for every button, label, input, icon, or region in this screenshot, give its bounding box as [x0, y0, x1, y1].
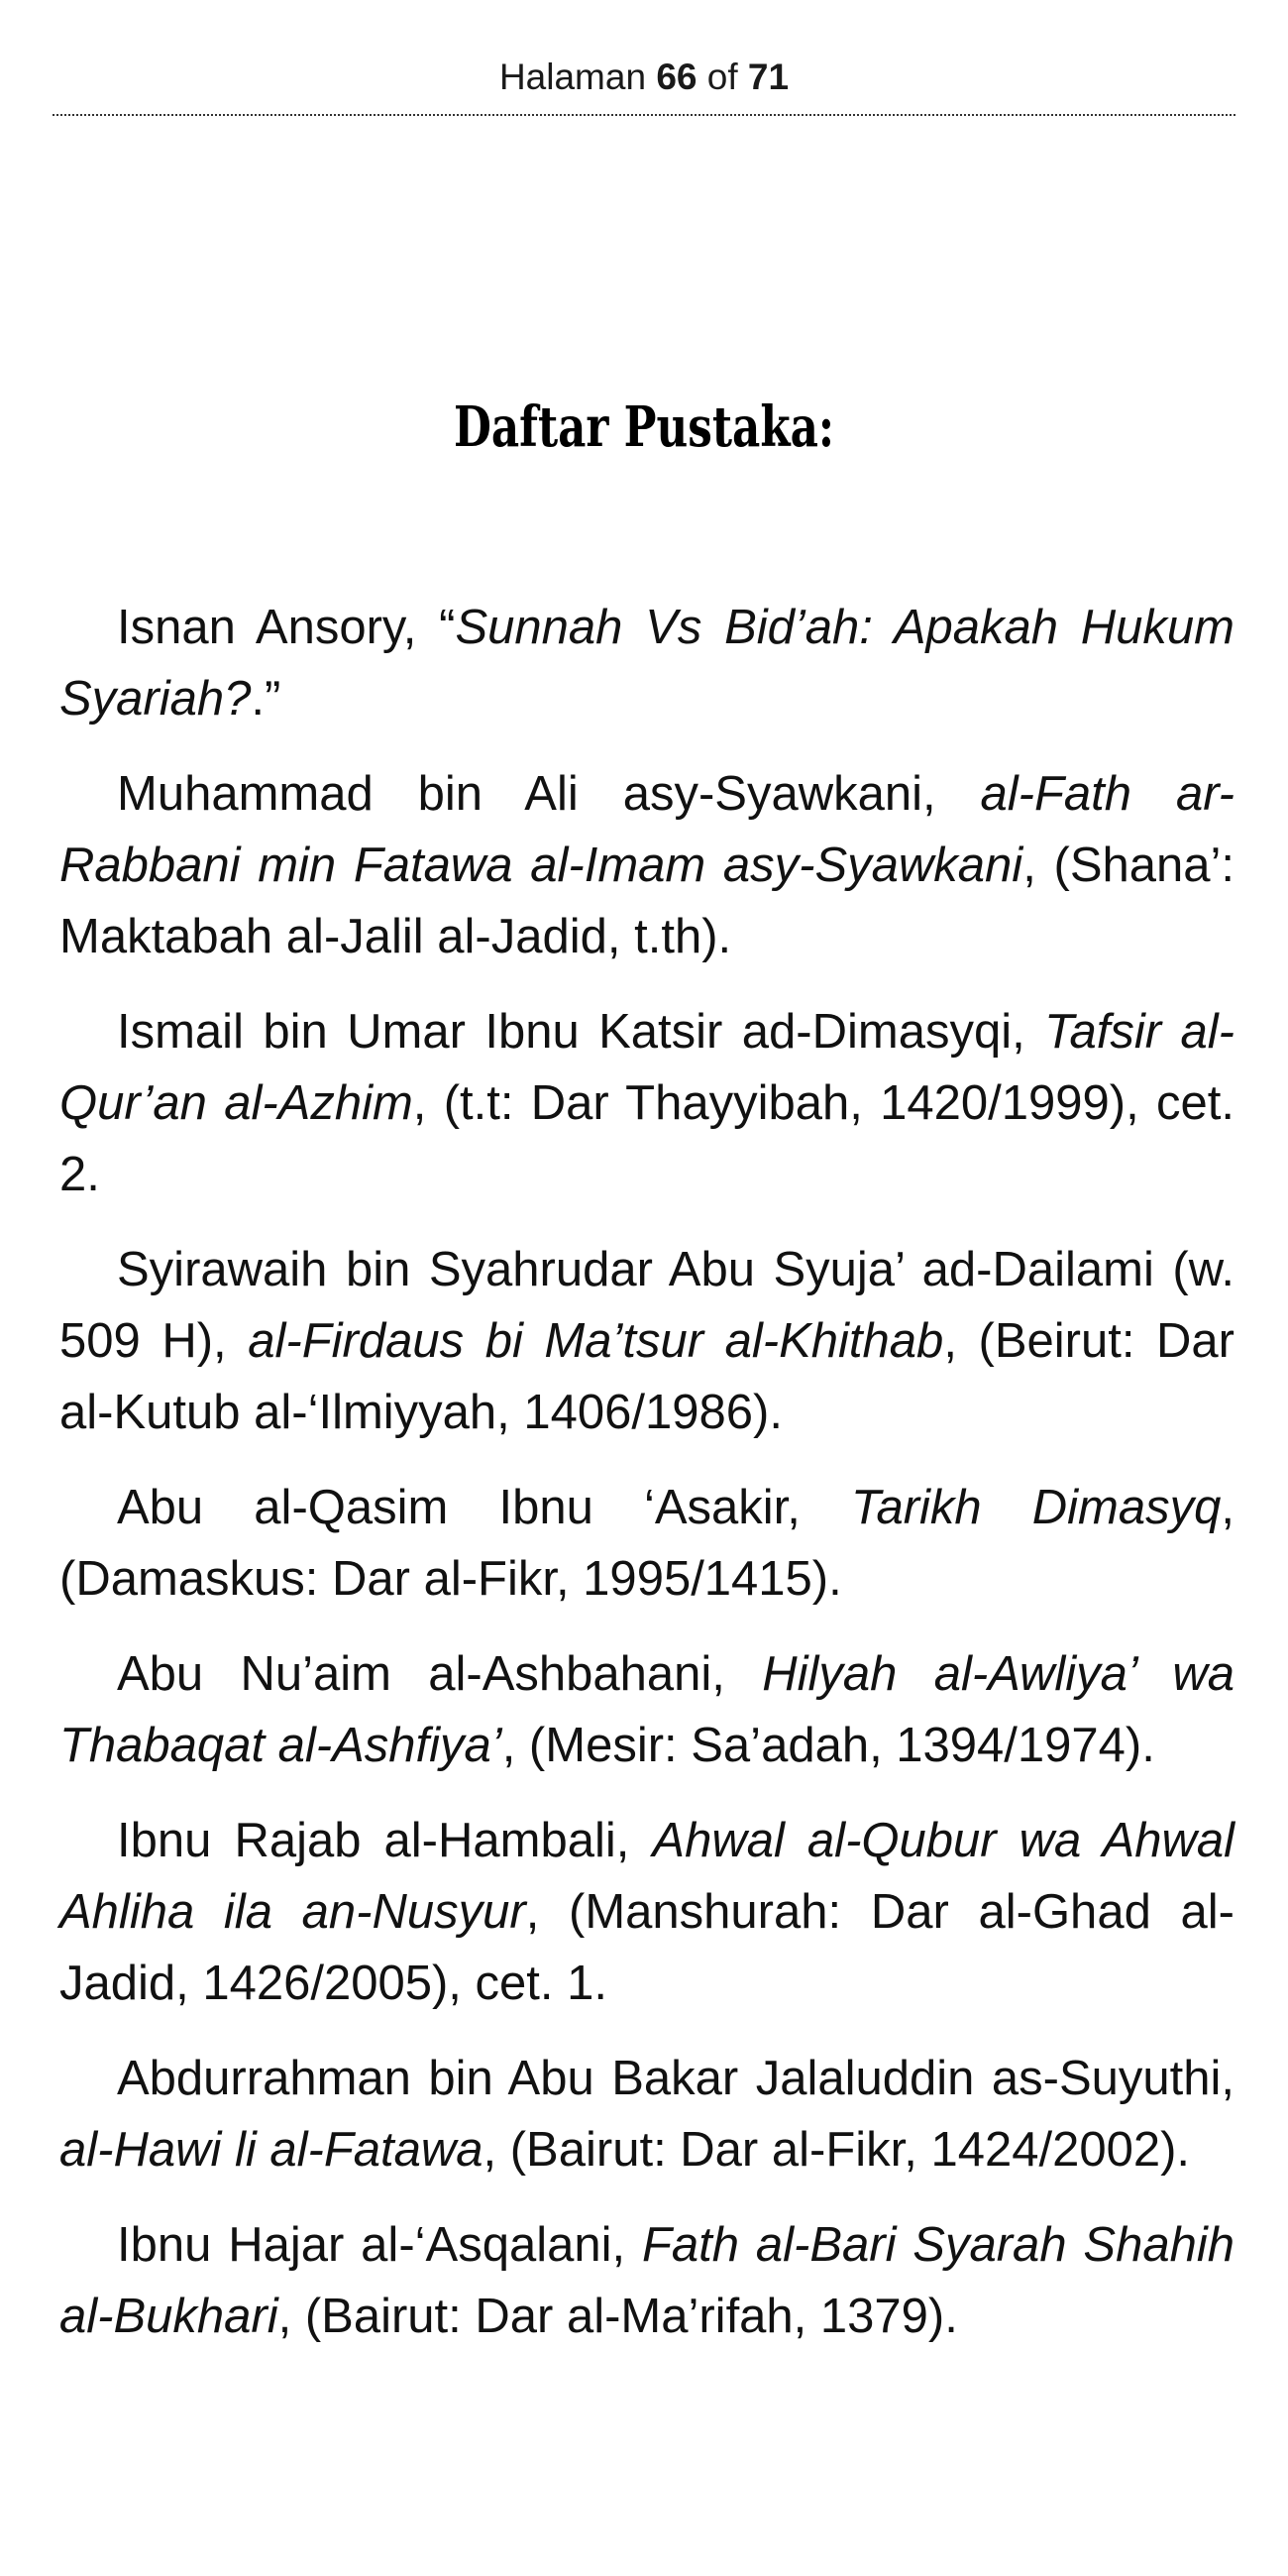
work-title: Tarikh Dimasyq: [851, 1481, 1222, 1534]
work-title: al-Firdaus bi Ma’tsur al-Khithab: [248, 1314, 944, 1368]
work-title: Ahwal al-Qubur wa Ahwal Ahliha ila an-Nusyur: [59, 1814, 1234, 1939]
work-title: Fath al-Bari Syarah Shahih al-Bukhari: [59, 2218, 1234, 2343]
reference-entry: Ibnu Hajar al-‘Asqalani, Fath al-Bari Syarah Shahih al-Bukhari, (Bairut: Dar al-Ma’rifah, 1379).: [59, 2218, 1234, 2343]
reference-entry: Isnan Ansory, “Sunnah Vs Bid’ah: Apakah Hukum Syariah?.”: [59, 601, 1234, 726]
reference-entry: Abu al-Qasim Ibnu ‘Asakir, Tarikh Dimasyq, (Damaskus: Dar al-Fikr, 1995/1415).: [59, 1481, 1234, 1606]
work-title: Hilyah al-Awliya’ wa Thabaqat al-Ashfiya’: [59, 1647, 1234, 1772]
header-divider: [53, 114, 1235, 116]
total-pages-number: 71: [747, 56, 790, 97]
reference-entry: Ismail bin Umar Ibnu Katsir ad-Dimasyqi, Tafsir al-Qur’an al-Azhim, (t.t: Dar Thayyibah, 1420/1999), cet. 2.: [59, 1005, 1234, 1201]
work-title: al-Fath ar-Rabbani min Fatawa al-Imam asy-Syawkani: [59, 767, 1234, 892]
reference-entry: Syirawaih bin Syahrudar Abu Syuja’ ad-Dailami (w. 509 H), al-Firdaus bi Ma’tsur al-Khithab, (Beirut: Dar al-Kutub al-‘Ilmiyyah, 1406/1986).: [59, 1243, 1234, 1439]
work-title: al-Hawi li al-Fatawa: [59, 2123, 483, 2177]
reference-entry: Abdurrahman bin Abu Bakar Jalaluddin as-Suyuthi, al-Hawi li al-Fatawa, (Bairut: Dar al-Fikr, 1424/2002).: [59, 2052, 1234, 2177]
current-page-number: 66: [656, 56, 698, 97]
page-of-label: of: [706, 56, 738, 97]
reference-list: [59, 592, 1234, 2376]
bibliography-title: Daftar Pustaka:: [453, 394, 835, 460]
work-title: Sunnah Vs Bid’ah: Apakah Hukum Syariah?: [59, 601, 1234, 726]
reference-entry: Muhammad bin Ali asy-Syawkani, al-Fath ar-Rabbani min Fatawa al-Imam asy-Syawkani, (Shana’: Maktabah al-Jalil al-Jadid, t.th).: [59, 767, 1235, 963]
work-title: Tafsir al-Qur’an al-Azhim: [59, 1005, 1234, 1130]
reference-entry: Ibnu Rajab al-Hambali, Ahwal al-Qubur wa Ahwal Ahliha ila an-Nusyur, (Manshurah: Dar al-Ghad al-Jadid, 1426/2005), cet. 1.: [59, 1814, 1234, 2010]
page-label: Halaman: [498, 56, 647, 97]
reference-entry: Abu Nu’aim al-Ashbahani, Hilyah al-Awliya’ wa Thabaqat al-Ashfiya’, (Mesir: Sa’adah, 1394/1974).: [59, 1647, 1234, 1772]
page-header: [0, 56, 1288, 99]
